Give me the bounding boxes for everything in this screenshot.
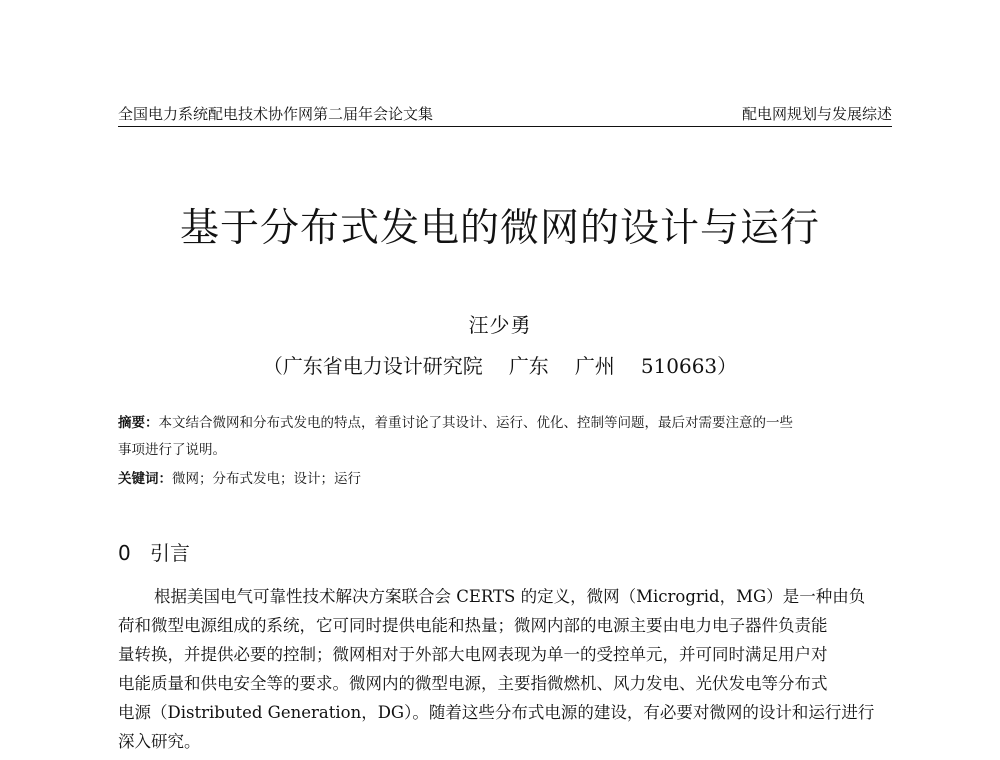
abstract-text: 事项进行了说明。 — [118, 442, 226, 458]
abstract — [118, 410, 892, 464]
paragraph-line: 电能质量和供电安全等的要求。微网内的微型电源，主要指微燃机、风力发电、光伏发电等分布式 — [118, 674, 828, 693]
abstract-line — [118, 437, 892, 464]
abstract-text: 本文结合微网和分布式发电的特点，着重讨论了其设计、运行、优化、控制等问题，最后对需要注意的一些 — [158, 415, 793, 431]
header-proceedings-title: 全国电力系统配电技术协作网第二届年会论文集 — [118, 105, 434, 123]
affiliation-close-paren: ） — [717, 354, 738, 378]
paragraph-line: 量转换，并提供必要的控制；微网相对于外部大电网表现为单一的受控单元，并可同时满足用户对 — [118, 645, 828, 664]
keywords-label: 关键词： — [118, 471, 172, 487]
paper-title: 基于分布式发电的微网的设计与运行 — [179, 206, 820, 251]
keywords — [118, 466, 892, 492]
keywords-text: 微网；分布式发电；设计；运行 — [172, 471, 361, 487]
header-section-title: 配电网规划与发展综述 — [741, 105, 892, 123]
affiliation-postcode: 510663 — [640, 354, 718, 378]
paragraph-line: 电源（Distributed Generation，DG）。随着这些分布式电源的建设，有必要对微网的设计和运行进行 — [118, 703, 875, 722]
abstract-line — [118, 410, 892, 437]
author-affiliation — [0, 352, 1000, 380]
author-name: 汪少勇 — [468, 313, 532, 337]
paragraph-line: 荷和微型电源组成的系统，它可同时提供电能和热量；微网内部的电源主要由电力电子器件负责能 — [118, 616, 828, 635]
paragraph-line: 根据美国电气可靠性技术解决方案联合会 CERTS 的定义，微网（Microgrid，MG）是一种由负 — [154, 587, 866, 606]
affiliation-open-paren: （ — [262, 354, 283, 378]
abstract-label: 摘要： — [118, 415, 159, 431]
affiliation-province: 广东 — [508, 354, 549, 378]
affiliation-organization: 广东省电力设计研究院 — [282, 354, 483, 378]
affiliation-city: 广州 — [574, 354, 615, 378]
section-number: 0 — [118, 541, 131, 565]
section-heading — [118, 540, 190, 566]
paragraph-line: 深入研究。 — [118, 732, 201, 751]
running-header — [118, 104, 892, 127]
section-title: 引言 — [150, 541, 190, 565]
body-paragraph — [118, 582, 892, 756]
